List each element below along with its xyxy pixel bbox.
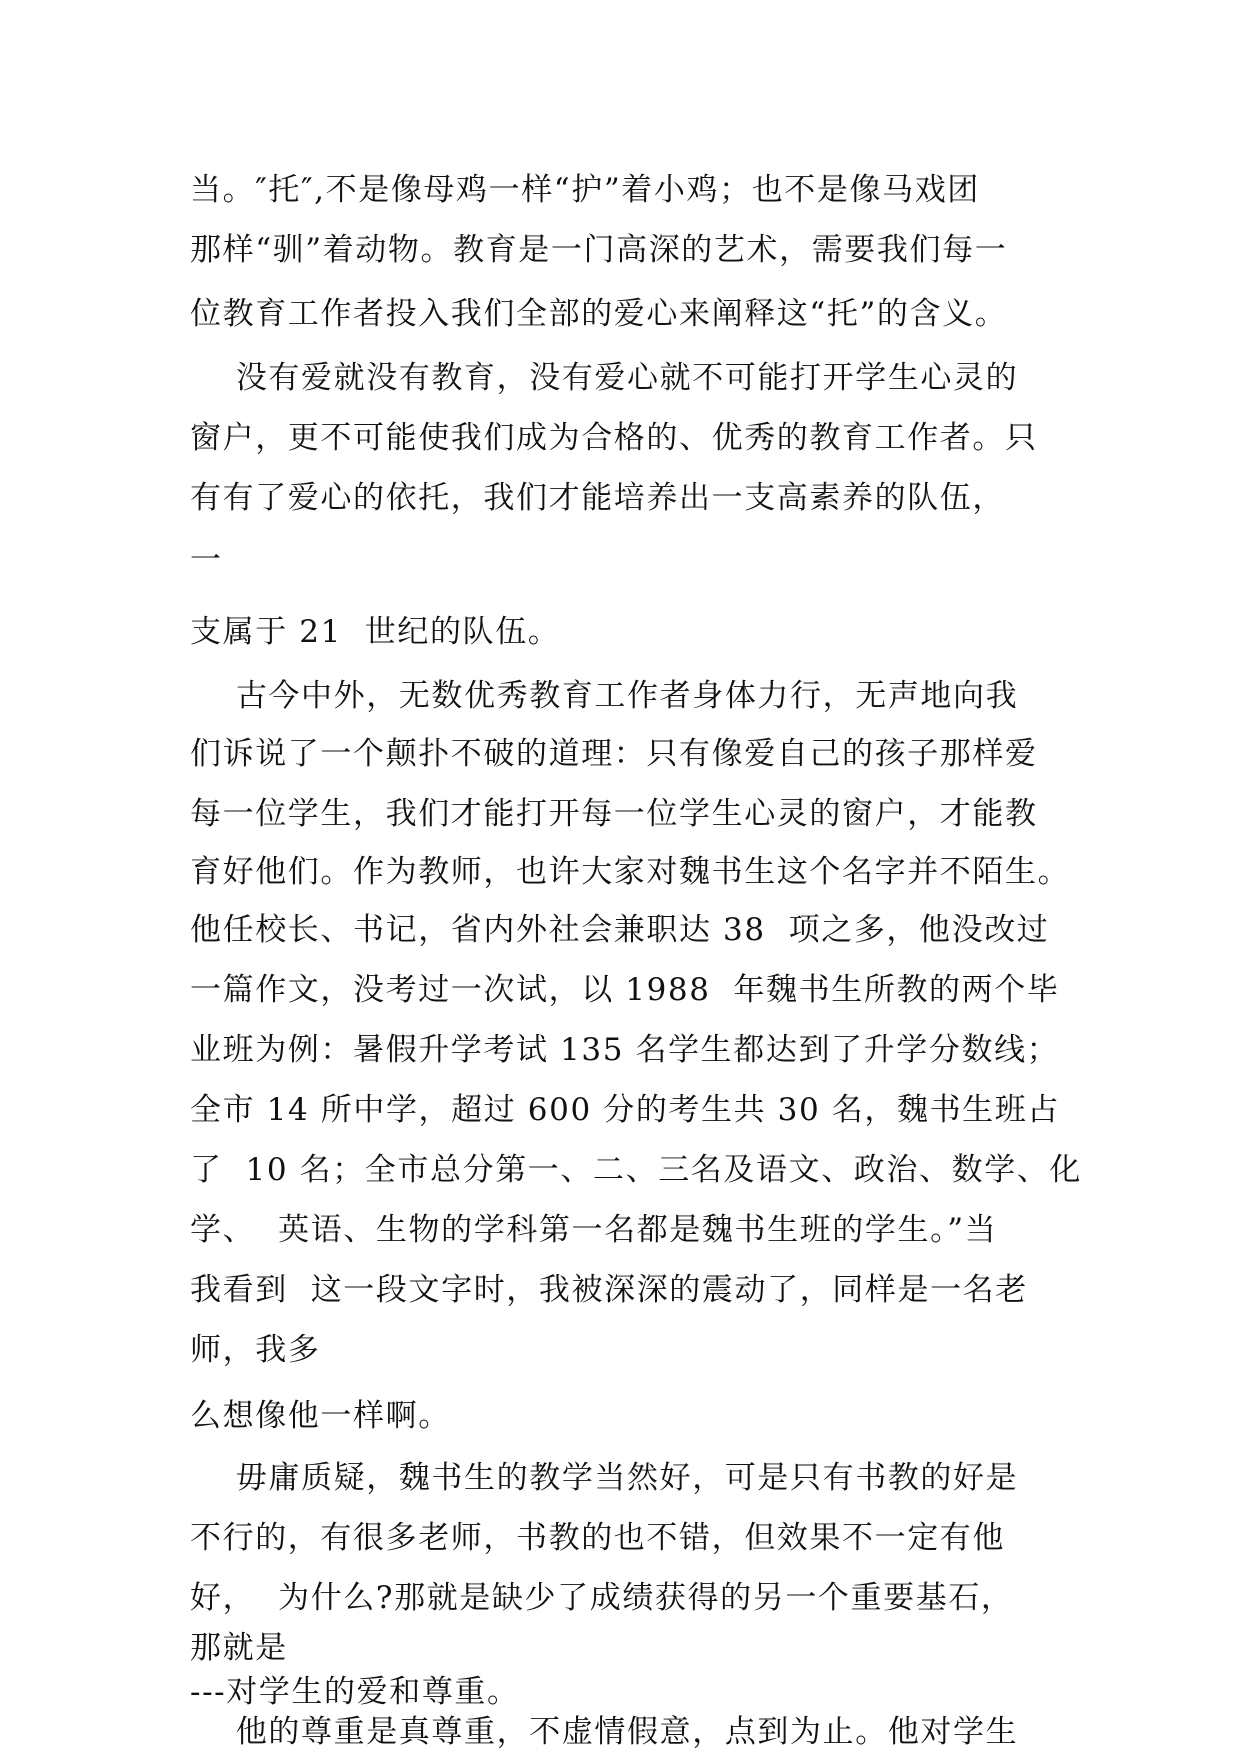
text-line: 一篇作文，没考过一次试，以 1988 年魏书生所教的两个毕 [190, 972, 1060, 1008]
text-line: 那样“驯”着动物。教育是一门高深的艺术，需要我们每一 [190, 232, 1008, 268]
text-line: 业班为例：暑假升学考试 135 名学生都达到了升学分数线； [190, 1032, 1060, 1068]
text-line: 支属于 21 世纪的队伍。 [190, 614, 561, 650]
text-line: 全市 14 所中学，超过 600 分的考生共 30 名，魏书生班占 [190, 1092, 1060, 1128]
text-line: 么想像他一样啊。 [190, 1398, 451, 1434]
text-line: ---对学生的爱和尊重。 [190, 1674, 520, 1710]
text-line: 育好他们。作为教师，也许大家对魏书生这个名字并不陌生。 [190, 854, 1071, 890]
text-line: 不行的，有很多老师，书教的也不错，但效果不一定有他 [190, 1520, 1005, 1556]
text-line: 每一位学生，我们才能打开每一位学生心灵的窗户，才能教 [190, 796, 1038, 832]
paragraph-start-line: 古今中外，无数优秀教育工作者身体力行，无声地向我 [190, 678, 1019, 714]
paragraph-start-line: 毋庸质疑，魏书生的教学当然好，可是只有书教的好是 [190, 1460, 1019, 1496]
text-line: 那就是 [190, 1630, 288, 1666]
text-line: 好， 为什么?那就是缺少了成绩获得的另一个重要基石， [190, 1580, 1014, 1616]
text-line: 有有了爱心的依托，我们才能培养出一支高素养的队伍， [190, 480, 1005, 516]
text-line: 位教育工作者投入我们全部的爱心来阐释这“托”的含义。 [190, 296, 1008, 332]
text-line: 窗户，更不可能使我们成为合格的、优秀的教育工作者。只 [190, 420, 1038, 456]
text-line: 了 10 名；全市总分第一、二、三名及语文、政治、数学、化 [190, 1152, 1083, 1188]
paragraph-start-line: 没有爱就没有教育，没有爱心就不可能打开学生心灵的 [190, 360, 1019, 396]
text-line: 当。″托″,不是像母鸡一样“护”着小鸡；也不是像马戏团 [190, 172, 980, 208]
text-line: 一 [190, 542, 223, 578]
paragraph-start-line: 他的尊重是真尊重，不虚情假意，点到为止。他对学生 [190, 1714, 1019, 1750]
text-line: 他任校长、书记，省内外社会兼职达 38 项之多，他没改过 [190, 912, 1050, 948]
text-line: 师，我多 [190, 1332, 321, 1368]
text-line: 们诉说了一个颠扑不破的道理：只有像爱自己的孩子那样爱 [190, 736, 1038, 772]
text-line: 学、 英语、生物的学科第一名都是魏书生班的学生。”当 [190, 1212, 998, 1248]
text-line: 我看到 这一段文字时，我被深深的震动了，同样是一名老 [190, 1272, 1028, 1308]
